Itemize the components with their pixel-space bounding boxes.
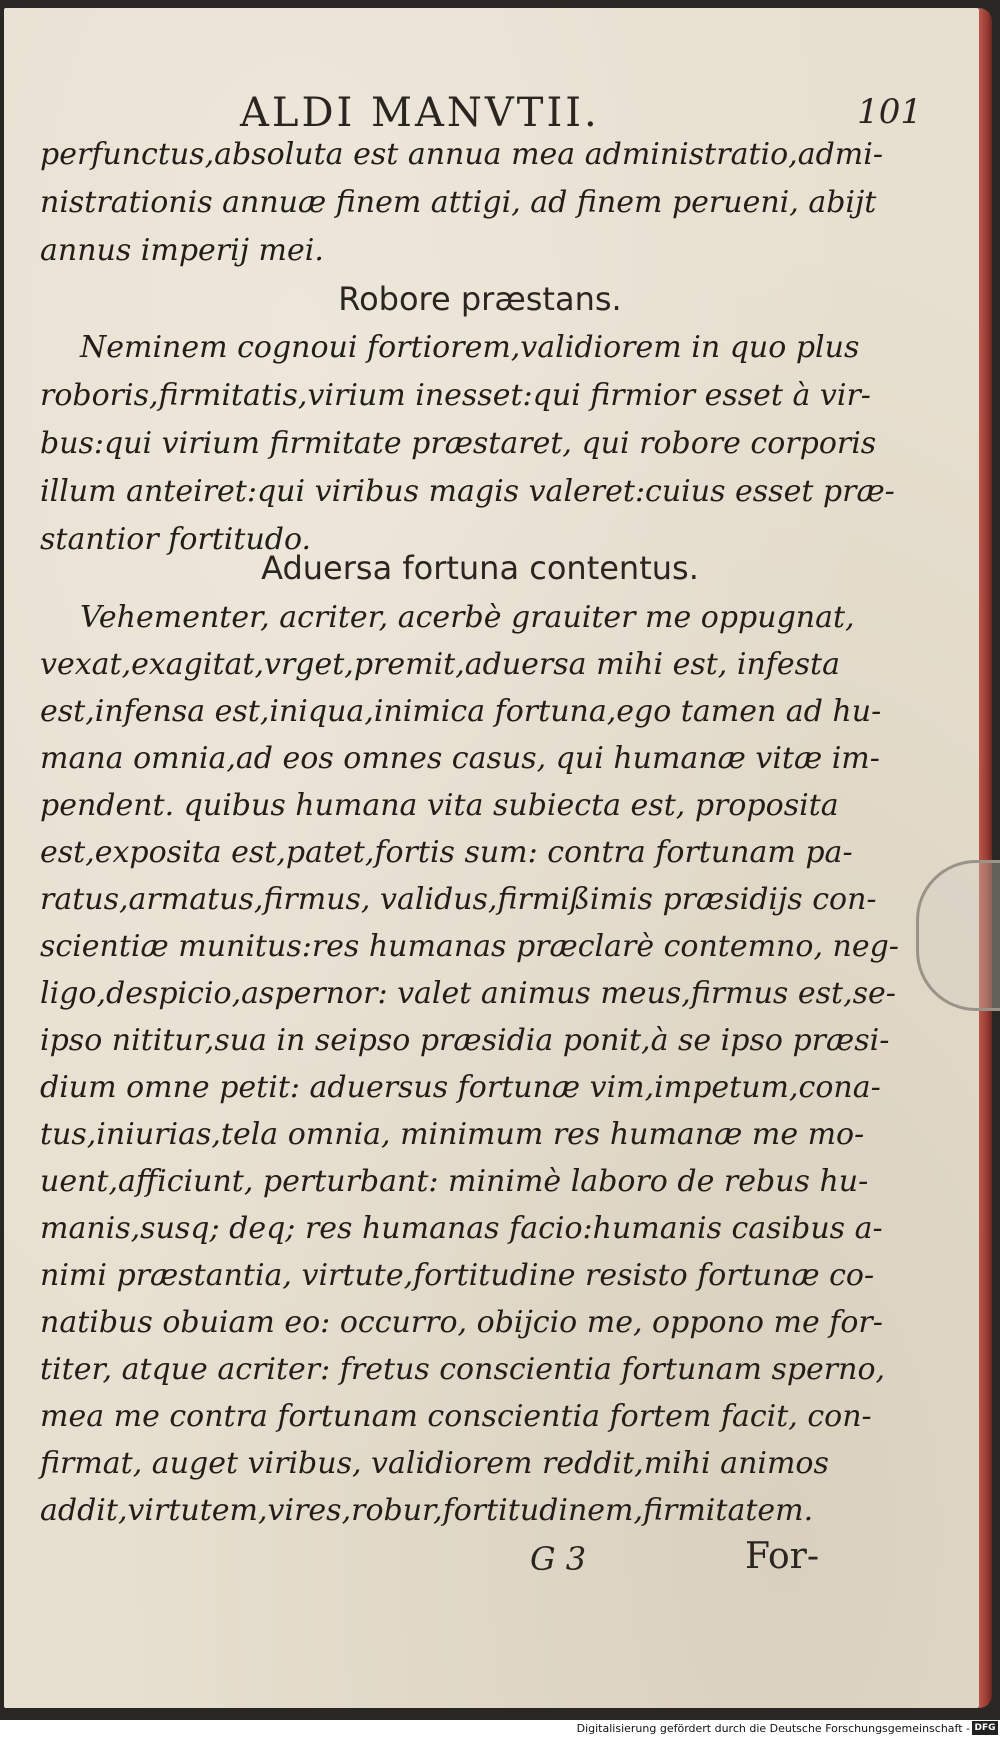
- text-line: Neminem cognoui fortiorem,validiorem in quo plus: [80, 330, 860, 365]
- page-number: 101: [857, 92, 922, 132]
- text-line: vexat,exagitat,vrget,premit,aduersa mihi est, infesta: [40, 647, 840, 682]
- text-line: uent,afficiunt, perturbant: minimè laboro de rebus hu-: [40, 1164, 869, 1199]
- text-line: ratus,armatus,firmus, validus,firmißimis præsidijs con-: [40, 882, 877, 917]
- text-line: scientiæ munitus:res humanas præclarè contemno, neg-: [40, 929, 899, 964]
- text-line: roboris,firmitatis,virium inesset:qui firmior esset à vir-: [40, 378, 871, 413]
- text-line: annus imperij mei.: [40, 233, 324, 268]
- page-fore-edge: [979, 8, 992, 1708]
- text-line: pendent. quibus humana vita subiecta est, proposita: [40, 788, 839, 823]
- text-line: firmat, auget viribus, validiorem reddit,mihi animos: [40, 1446, 829, 1481]
- text-line: stantior fortitudo.: [40, 522, 312, 557]
- running-title: ALDI MANVTII.: [240, 90, 600, 136]
- section-heading-aduersa: Aduersa fortuna contentus.: [261, 549, 699, 587]
- catchword: For-: [745, 1536, 820, 1577]
- text-line: tus,iniurias,tela omnia, minimum res humanæ me mo-: [40, 1117, 865, 1152]
- text-line: manis,susq; deq; res humanas facio:humanis casibus a-: [40, 1211, 883, 1246]
- text-line: est,infensa est,iniqua,inimica fortuna,ego tamen ad hu-: [40, 694, 882, 729]
- text-line: ipso nititur,sua in seipso præsidia ponit,à se ipso præsi-: [40, 1023, 890, 1058]
- dfg-logo: DFG: [972, 1721, 998, 1735]
- section-heading-robore: Robore præstans.: [338, 280, 622, 318]
- text-line: mana omnia,ad eos omnes casus, qui humanæ vitæ im-: [40, 741, 880, 776]
- text-line: est,exposita est,patet,fortis sum: contra fortunam pa-: [40, 835, 853, 870]
- text-line: nistrationis annuæ finem attigi, ad finem perueni, abijt: [40, 185, 877, 220]
- text-line: illum anteiret:qui viribus magis valeret:cuius esset præ-: [40, 474, 895, 509]
- text-line: nimi præstantia, virtute,fortitudine resisto fortunæ co-: [40, 1258, 875, 1293]
- text-line: Vehementer, acriter, acerbè grauiter me oppugnat,: [80, 600, 855, 635]
- footer-credit: Digitalisierung gefördert durch die Deutsche Forschungsgemeinschaft -: [576, 1722, 970, 1735]
- text-line: mea me contra fortunam conscientia fortem facit, con-: [40, 1399, 872, 1434]
- book-clasp: [916, 860, 1000, 1011]
- text-line: bus:qui virium firmitate præstaret, qui robore corporis: [40, 426, 877, 461]
- text-line: addit,virtutem,vires,robur,fortitudinem,firmitatem.: [40, 1493, 814, 1528]
- text-line: natibus obuiam eo: occurro, obijcio me, oppono me for-: [40, 1305, 883, 1340]
- signature-mark: G 3: [530, 1540, 587, 1578]
- text-line: titer, atque acriter: fretus conscientia fortunam sperno,: [40, 1352, 886, 1387]
- text-line: dium omne petit: aduersus fortunæ vim,impetum,cona-: [40, 1070, 881, 1105]
- text-line: perfunctus,absoluta est annua mea administratio,admi-: [40, 137, 883, 172]
- text-line: ligo,despicio,aspernor: valet animus meus,firmus est,se-: [40, 976, 896, 1011]
